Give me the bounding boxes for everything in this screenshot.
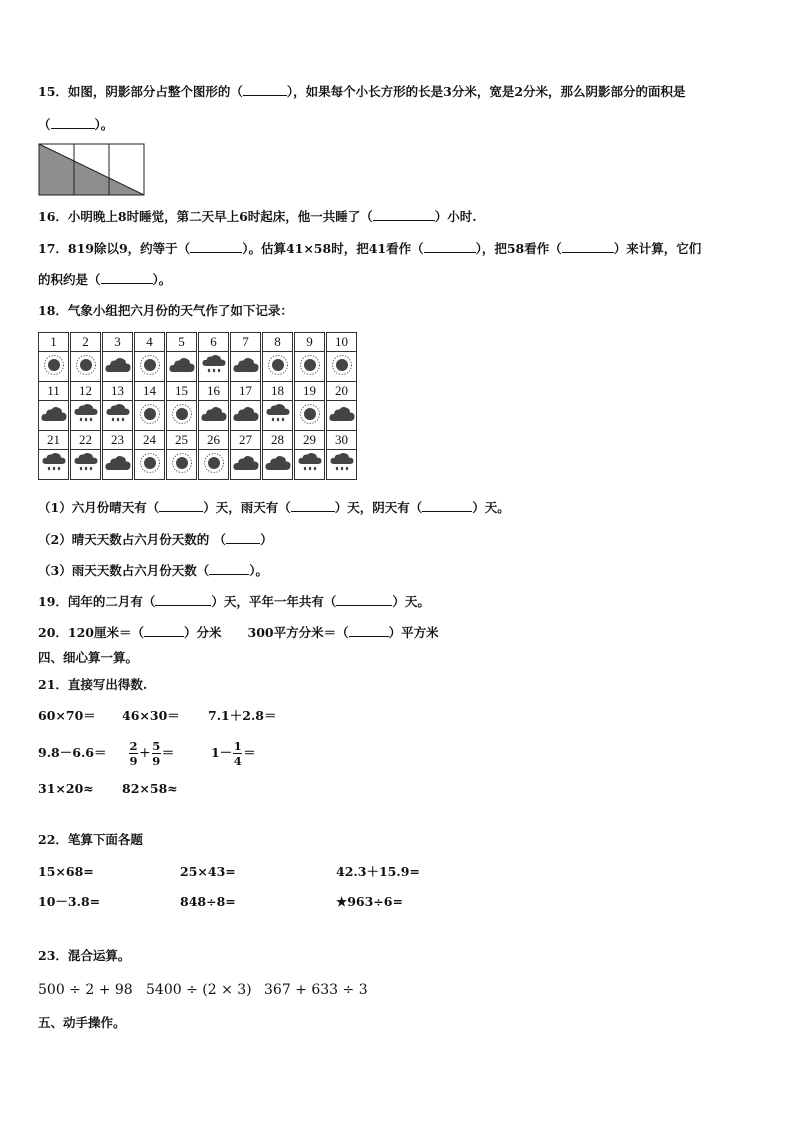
- weather-day-number: 6: [199, 333, 228, 352]
- weather-day-cell: [102, 381, 133, 431]
- fraction-1-4: $\frac{1}{4}$: [233, 738, 242, 768]
- weather-day-cell: [102, 430, 133, 480]
- weather-day-number: 11: [39, 382, 68, 401]
- q18-sunny-blank[interactable]: [159, 499, 203, 512]
- weather-day-number: 1: [39, 333, 68, 352]
- q22-r2-3: ★963÷6=: [336, 894, 403, 909]
- weather-day-cell: [198, 332, 229, 382]
- weather-day-number: 14: [135, 382, 164, 401]
- weather-day-number: 19: [295, 382, 324, 401]
- q15-blank-2[interactable]: [51, 116, 95, 129]
- q17-blank-3[interactable]: [562, 240, 614, 253]
- weather-day-number: 30: [327, 431, 356, 450]
- q19-line: 19．闰年的二月有（ ）天，平年一年共有（ ）天。: [38, 594, 430, 609]
- weather-day-cell: [262, 332, 293, 382]
- cloudy-icon: [231, 352, 260, 377]
- weather-day-number: 22: [71, 431, 100, 450]
- q18-sub3: （3）雨天天数占六月份天数（ ）。: [38, 563, 268, 578]
- weather-day-number: 17: [231, 382, 260, 401]
- sunny-icon: [295, 352, 324, 377]
- weather-day-number: 23: [103, 431, 132, 450]
- q18-rainy-blank[interactable]: [291, 499, 335, 512]
- weather-day-number: 5: [167, 333, 196, 352]
- cloudy-icon: [263, 450, 292, 475]
- q18-cloudy-blank[interactable]: [422, 499, 472, 512]
- cloudy-icon: [103, 450, 132, 475]
- q21-r3-2: 82×58≈: [122, 781, 178, 796]
- weather-day-cell: [102, 332, 133, 382]
- rain-icon: [39, 450, 68, 475]
- q15-shaded-figure: [38, 143, 146, 197]
- weather-day-number: 21: [39, 431, 68, 450]
- weather-day-cell: [70, 381, 101, 431]
- weather-day-number: 16: [199, 382, 228, 401]
- q20-blank-2[interactable]: [349, 624, 389, 637]
- cloudy-icon: [103, 352, 132, 377]
- q22-r2-1: 10－3.8=: [38, 894, 101, 909]
- q21-r1-3: 7.1＋2.8＝: [208, 708, 277, 723]
- q16-line: 16．小明晚上8时睡觉，第二天早上6时起床，他一共睡了（ ）小时.: [38, 209, 477, 224]
- q17-blank-1[interactable]: [190, 240, 242, 253]
- fraction-5-9: $\frac{5}{9}$: [152, 738, 161, 768]
- weather-day-number: 2: [71, 333, 100, 352]
- cloudy-icon: [199, 401, 228, 426]
- q21-r3-1: 31×20≈: [38, 781, 94, 796]
- weather-day-number: 12: [71, 382, 100, 401]
- weather-day-cell: [326, 381, 357, 431]
- weather-day-cell: [294, 430, 325, 480]
- q21-r1-1: 60×70＝: [38, 708, 96, 723]
- weather-day-number: 4: [135, 333, 164, 352]
- weather-day-cell: [166, 381, 197, 431]
- weather-day-cell: [38, 430, 69, 480]
- weather-calendar-table: [38, 332, 358, 480]
- cloudy-icon: [231, 401, 260, 426]
- section-4-heading: 四、细心算一算。: [38, 650, 139, 665]
- weather-day-number: 3: [103, 333, 132, 352]
- q23-expr-3: 367 + 633 ÷ 3: [264, 982, 368, 998]
- rain-icon: [199, 352, 228, 377]
- q18-sub2: （2）晴天天数占六月份天数的 （ ）: [38, 532, 273, 547]
- q17-blank-4[interactable]: [101, 271, 153, 284]
- rain-icon: [327, 450, 356, 475]
- weather-day-cell: [326, 430, 357, 480]
- weather-day-cell: [70, 430, 101, 480]
- sunny-icon: [167, 450, 196, 475]
- sunny-icon: [199, 450, 228, 475]
- sunny-icon: [135, 352, 164, 377]
- weather-day-cell: [134, 332, 165, 382]
- q21-r2-2: $\frac{2}{9}$ + $\frac{5}{9}$ ＝: [129, 738, 175, 768]
- q22-title: 22．笔算下面各题: [38, 832, 143, 847]
- q22-r1-2: 25×43=: [180, 864, 236, 879]
- weather-day-cell: [134, 430, 165, 480]
- weather-day-cell: [38, 381, 69, 431]
- q23-expr-2: 5400 ÷ (2 × 3): [146, 982, 252, 998]
- q19-blank-2[interactable]: [336, 593, 392, 606]
- sunny-icon: [71, 352, 100, 377]
- q22-r1-3: 42.3＋15.9=: [336, 864, 420, 879]
- sunny-icon: [167, 401, 196, 426]
- weather-day-cell: [230, 430, 261, 480]
- rain-icon: [71, 401, 100, 426]
- q22-r2-2: 848÷8=: [180, 894, 236, 909]
- rain-icon: [263, 401, 292, 426]
- q19-blank-1[interactable]: [155, 593, 211, 606]
- section-5-heading: 五、动手操作。: [38, 1015, 126, 1030]
- q21-r2-3: 1－ $\frac{1}{4}$ ＝: [211, 738, 256, 768]
- cloudy-icon: [327, 401, 356, 426]
- weather-day-cell: [326, 332, 357, 382]
- weather-day-number: 9: [295, 333, 324, 352]
- weather-day-number: 15: [167, 382, 196, 401]
- weather-day-cell: [294, 332, 325, 382]
- q23-title: 23．混合运算。: [38, 948, 131, 963]
- sunny-icon: [39, 352, 68, 377]
- q21-r2-1: 9.8－6.6＝: [38, 745, 107, 760]
- weather-day-number: 24: [135, 431, 164, 450]
- weather-day-cell: [230, 332, 261, 382]
- q17-blank-2[interactable]: [424, 240, 476, 253]
- weather-day-cell: [166, 430, 197, 480]
- q23-expr-1: 500 ÷ 2 + 98: [38, 982, 133, 998]
- q20-line: 20．120厘米＝（ ）分米 300平方分米＝（ ）平方米: [38, 625, 439, 640]
- fraction-2-9: $\frac{2}{9}$: [129, 738, 138, 768]
- sunny-icon: [135, 450, 164, 475]
- weather-day-cell: [70, 332, 101, 382]
- q15-line2: （ ）。: [38, 117, 114, 132]
- weather-day-number: 28: [263, 431, 292, 450]
- rain-icon: [295, 450, 324, 475]
- weather-day-cell: [230, 381, 261, 431]
- sunny-icon: [295, 401, 324, 426]
- weather-day-number: 7: [231, 333, 260, 352]
- q20-blank-1[interactable]: [144, 624, 184, 637]
- weather-day-number: 18: [263, 382, 292, 401]
- q21-r1-2: 46×30＝: [122, 708, 180, 723]
- weather-day-number: 25: [167, 431, 196, 450]
- weather-day-number: 20: [327, 382, 356, 401]
- weather-day-cell: [134, 381, 165, 431]
- q22-r1-1: 15×68=: [38, 864, 94, 879]
- q21-title: 21．直接写出得数.: [38, 677, 148, 692]
- weather-day-cell: [198, 381, 229, 431]
- weather-day-number: 27: [231, 431, 260, 450]
- q18-title: 18．气象小组把六月份的天气作了如下记录：: [38, 303, 293, 318]
- weather-day-cell: [166, 332, 197, 382]
- cloudy-icon: [167, 352, 196, 377]
- weather-day-number: 10: [327, 333, 356, 352]
- q17-line1: 17．819除以9，约等于（ ）。估算41×58时，把41看作（ ），把58看作（ ）来计算，它们: [38, 241, 702, 256]
- weather-day-cell: [294, 381, 325, 431]
- q15-blank-1[interactable]: [243, 83, 287, 96]
- weather-day-cell: [198, 430, 229, 480]
- sunny-icon: [263, 352, 292, 377]
- q18-sub1: （1）六月份晴天有（ ）天，雨天有（ ）天，阴天有（ ）天。: [38, 500, 510, 515]
- weather-day-number: 26: [199, 431, 228, 450]
- rain-icon: [71, 450, 100, 475]
- q16-blank[interactable]: [373, 208, 435, 221]
- q17-line2: 的积约是（ ）。: [38, 272, 172, 287]
- q18-rainy-fraction-blank[interactable]: [209, 562, 249, 575]
- weather-day-number: 29: [295, 431, 324, 450]
- weather-day-cell: [38, 332, 69, 382]
- weather-day-number: 8: [263, 333, 292, 352]
- sunny-icon: [327, 352, 356, 377]
- sunny-icon: [135, 401, 164, 426]
- cloudy-icon: [231, 450, 260, 475]
- weather-day-number: 13: [103, 382, 132, 401]
- q18-sunny-fraction-blank[interactable]: [226, 531, 260, 544]
- weather-day-cell: [262, 430, 293, 480]
- cloudy-icon: [39, 401, 68, 426]
- rain-icon: [103, 401, 132, 426]
- q15-line1: 15．如图，阴影部分占整个图形的（ ），如果每个小长方形的长是3分米，宽是2分米，那么阴影部分的面积是: [38, 84, 686, 99]
- weather-day-cell: [262, 381, 293, 431]
